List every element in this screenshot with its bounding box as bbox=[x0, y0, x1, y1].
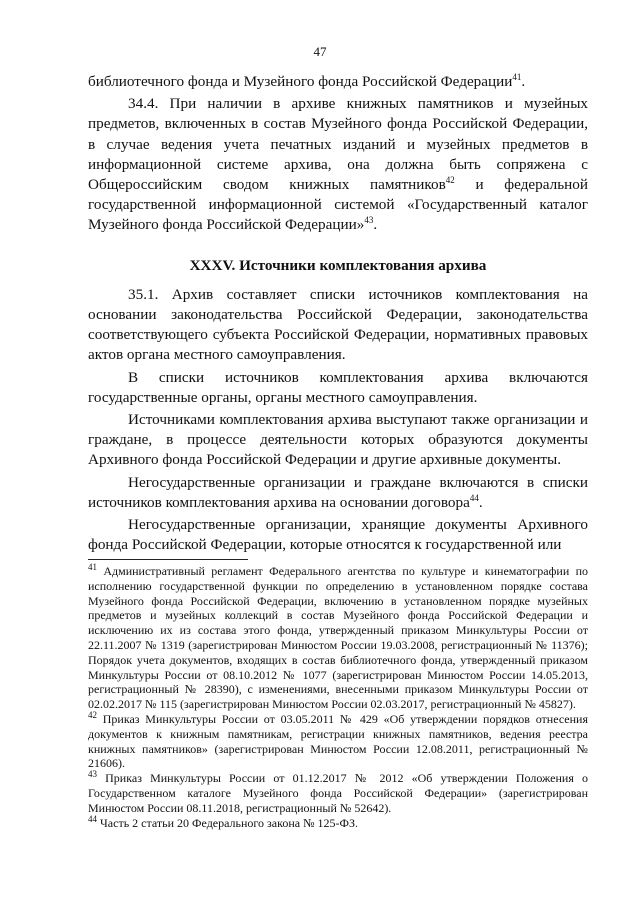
paragraph-state-bodies: В списки источников комплектования архива включаются государственные органы, органы местного самоуправления. bbox=[88, 368, 588, 406]
paragraph-35-1: 35.1. Архив составляет списки источников комплектования на основании законодательства Российской Федерации, законодательства соответствующего субъекта Российской Федерации, нормативных правовых актов органа местного самоуправления. bbox=[88, 285, 588, 364]
paragraph-non-state bbox=[88, 473, 588, 513]
paragraph-organizations: Источниками комплектования архива выступают также организации и граждане, в процессе деятельности которых образуются документы Архивного фонда Российской Федерации и другие архивные документы. bbox=[88, 411, 588, 469]
paragraph-text: библиотечного фонда и Музейного фонда Российской Федерации bbox=[88, 73, 513, 90]
footnote-ref-44[interactable]: 44 bbox=[469, 492, 479, 503]
footnote-number: 41 bbox=[88, 562, 97, 572]
footnote-text: Приказ Минкультуры России от 01.12.2017 № 2012 «Об утверждении Положения о Государственном каталоге Музейного фонда Российской Федерации» (зарегистрирован Минюстом России 08.11.2018, регистрационный № 52642). bbox=[88, 771, 588, 815]
footnote-ref-42[interactable]: 42 bbox=[445, 174, 455, 185]
footnote-ref-41[interactable]: 41 bbox=[512, 71, 522, 82]
footnote-43 bbox=[88, 771, 588, 815]
paragraph-end: . bbox=[478, 493, 483, 511]
paragraph-end: . bbox=[521, 73, 526, 90]
paragraph-text: 34.4. При наличии в архиве книжных памятников и музейных предметов, включенных в состав Музейного фонда Российской Федерации, в случае ведения учета печатных изданий и музейных предметов в информационной системе архива, она должна быть сопряжена с Общероссийским сводом книжных памятников bbox=[88, 95, 588, 194]
footnote-42 bbox=[88, 709, 588, 771]
footnote-ref-43[interactable]: 43 bbox=[364, 215, 374, 226]
footnote-text: Административный регламент Федерального агентства по культуре и кинематографии по исполнению государственной функции по определению в установленном порядке состава Музейного фонда Российской Федерации, включению в установленном порядке музейных предметов и музейных коллекций в состав Музейного фонда Российской Федерации и исключению их из состава этого фонда, утвержденный приказом Минкультуры России от 22.11.2007 № 1319 (зарегистрирован Минюстом России 19.03.2008, регистрационный № 11376); Порядок учета документов, входящих в состав библиотечного фонда, утвержденный приказом Минкультуры России от 08.10.2012 № 1077 (зарегистрирован Минюстом России 14.05.2013, регистрационный № 28390), с изменениями, внесенными приказом Минкультуры России от 02.02.2017 № 115 (зарегистрирован Минюстом России 02.03.2017, регистрационный № 45827). bbox=[88, 564, 588, 712]
main-text bbox=[88, 72, 588, 555]
paragraph-continuation bbox=[88, 72, 588, 92]
paragraph-text: Негосударственные организации и граждане включаются в списки источников комплектования архива на основании договора bbox=[88, 473, 588, 511]
footnotes bbox=[88, 564, 588, 830]
section-heading: XXXV. Источники комплектования архива bbox=[189, 256, 487, 274]
footnote-number: 42 bbox=[88, 709, 97, 720]
footnote-44 bbox=[88, 813, 588, 831]
paragraph-34-4 bbox=[88, 94, 588, 235]
paragraph-end: . bbox=[373, 216, 378, 234]
footnote-divider bbox=[88, 559, 248, 560]
page-number: 47 bbox=[313, 44, 327, 59]
paragraph-non-state-storage: Негосударственные организации, хранящие документы Архивного фонда Российской Федерации, которые относятся к государственной или bbox=[88, 516, 588, 554]
footnote-41 bbox=[88, 564, 588, 712]
footnote-number: 43 bbox=[88, 769, 97, 780]
footnote-number: 44 bbox=[88, 813, 97, 824]
footnote-text: Часть 2 статьи 20 Федерального закона № 125-ФЗ. bbox=[97, 815, 359, 830]
footnote-text: Приказ Минкультуры России от 03.05.2011 № 429 «Об утверждении порядков отнесения документов к книжным памятникам, регистрации книжных памятников, ведения реестра книжных памятников» (зарегистрирован Минюстом России 12.08.2011, регистрационный № 21606). bbox=[88, 711, 588, 771]
paragraph-text-continued: и федеральной государственной информационной системой «Государственный каталог Музейного фонда Российской Федерации» bbox=[88, 176, 588, 234]
